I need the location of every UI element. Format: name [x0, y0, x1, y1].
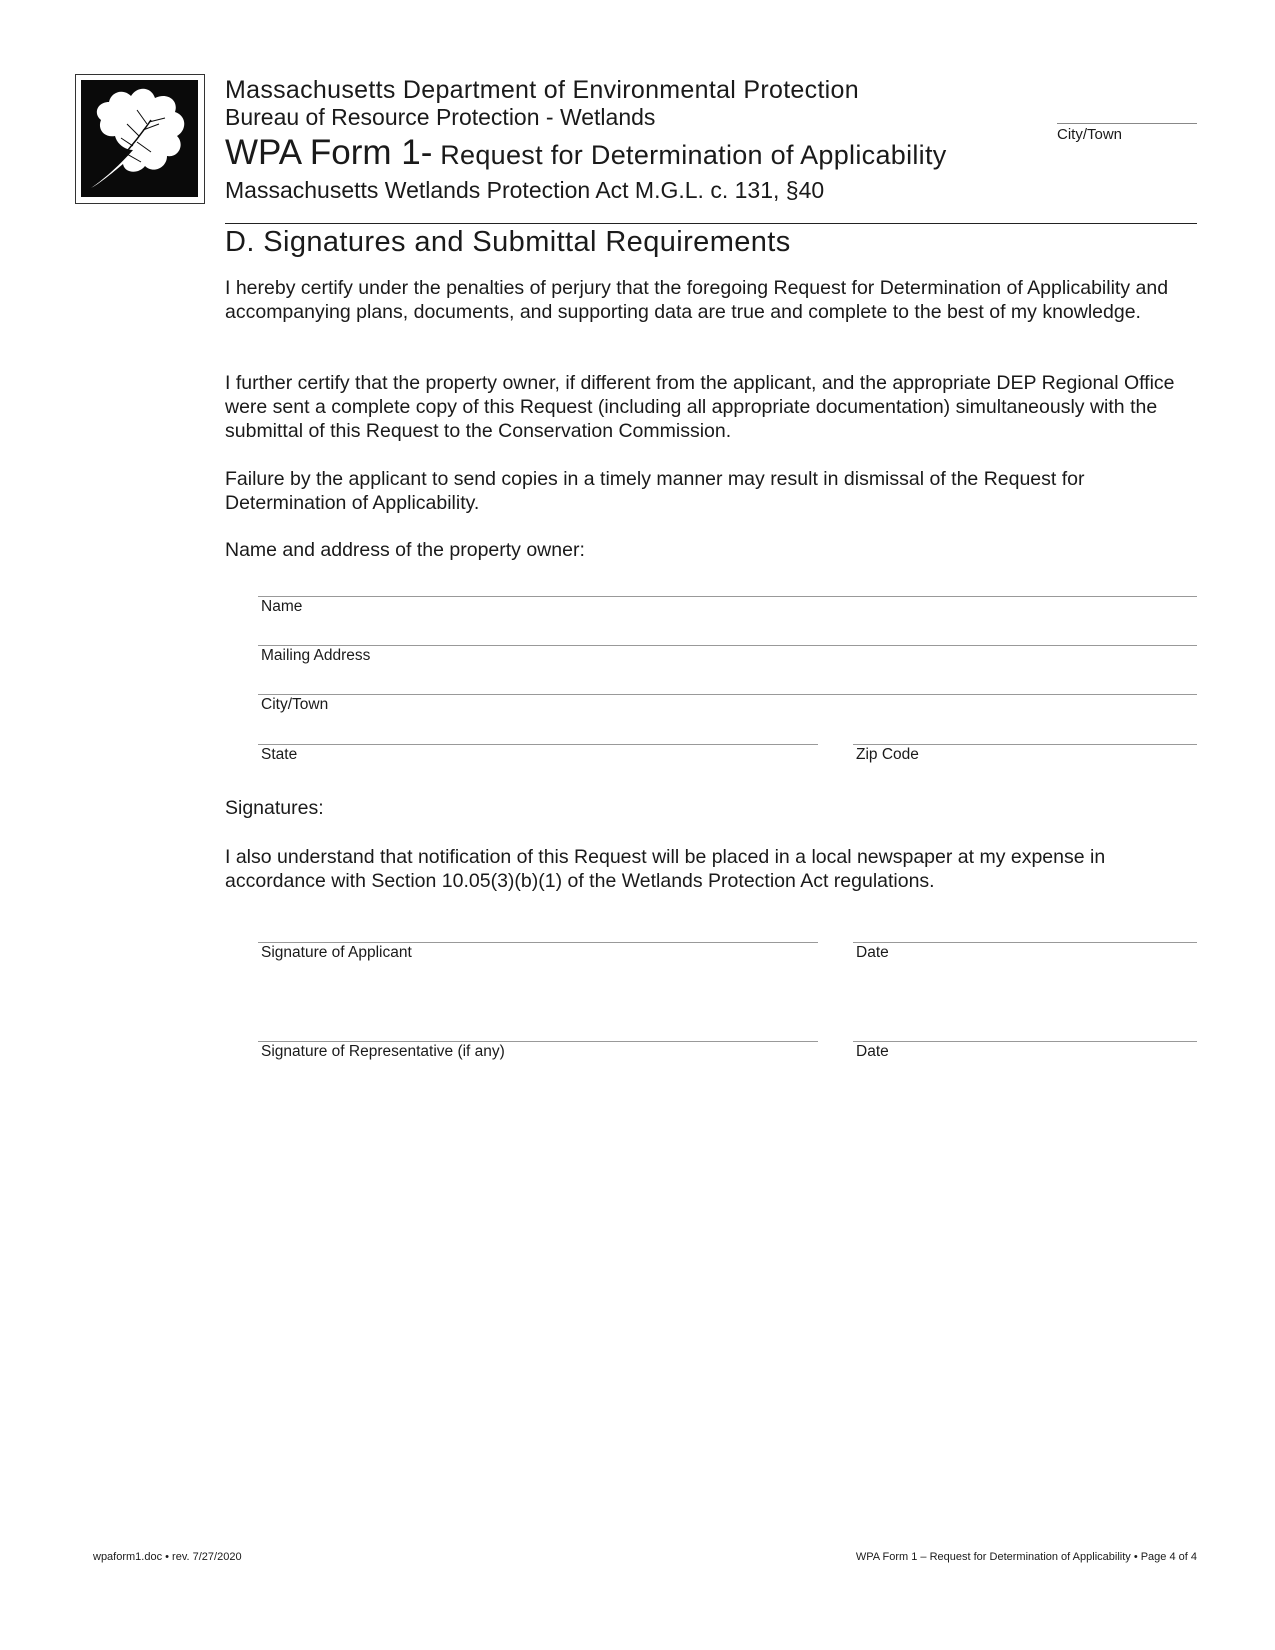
owner-address-label: Mailing Address	[261, 647, 371, 664]
owner-zip-field[interactable]	[853, 744, 1197, 745]
owner-zip-label: Zip Code	[856, 746, 919, 763]
signatures-heading: Signatures:	[225, 797, 324, 819]
owner-state-field[interactable]	[258, 744, 818, 745]
footer-doc-info: wpaform1.doc • rev. 7/27/2020	[93, 1551, 242, 1563]
applicant-date-field[interactable]	[853, 942, 1197, 943]
owner-city-field[interactable]	[258, 694, 1197, 695]
further-certification-paragraph: I further certify that the property owner, if different from the applicant, and the appropriate DEP Regional Office were sent a complete copy of this Request (including all appropriate documentation) simultaneously with the submittal of this Request to the Conservation Commission.	[225, 372, 1175, 442]
city-town-field[interactable]	[1057, 123, 1197, 124]
owner-name-label: Name	[261, 598, 303, 615]
owner-prompt: Name and address of the property owner:	[225, 539, 585, 561]
representative-date-field[interactable]	[853, 1041, 1197, 1042]
owner-address-field[interactable]	[258, 645, 1197, 646]
section-title: D. Signatures and Submittal Requirements	[225, 226, 791, 258]
owner-city-label: City/Town	[261, 696, 329, 713]
form-number: WPA Form 1-	[225, 133, 433, 172]
oak-leaf-icon	[81, 80, 198, 197]
bureau-name: Bureau of Resource Protection - Wetlands	[225, 104, 656, 130]
representative-signature-field[interactable]	[258, 1041, 818, 1042]
footer-page-info: WPA Form 1 – Request for Determination of Applicability • Page 4 of 4	[855, 1551, 1197, 1563]
applicant-date-label: Date	[856, 944, 889, 961]
failure-notice-paragraph: Failure by the applicant to send copies in a timely manner may result in dismissal of the Request for Determination of Applicability.	[225, 468, 1085, 514]
newspaper-notice: I also understand that notification of this Request will be placed in a local newspaper at my expense in accordance with Section 10.05(3)(b)(1) of the Wetlands Protection Act regulations.	[225, 846, 1106, 892]
act-citation: Massachusetts Wetlands Protection Act M.G.L. c. 131, §40	[225, 177, 825, 203]
representative-signature-label: Signature of Representative (if any)	[261, 1043, 505, 1060]
applicant-signature-field[interactable]	[258, 942, 818, 943]
owner-name-field[interactable]	[258, 596, 1197, 597]
header-divider	[225, 223, 1197, 224]
agency-name: Massachusetts Department of Environmental Protection	[225, 76, 859, 104]
applicant-signature-label: Signature of Applicant	[261, 944, 412, 961]
form-subtitle: Request for Determination of Applicability	[432, 140, 947, 170]
dep-logo	[75, 74, 205, 204]
certification-paragraph: I hereby certify under the penalties of perjury that the foregoing Request for Determination of Applicability and accompanying plans, documents, and supporting data are true and complete to the best of my knowledge.	[225, 277, 1169, 323]
representative-date-label: Date	[856, 1043, 889, 1060]
owner-state-label: State	[261, 746, 298, 763]
form-title	[225, 133, 947, 173]
city-town-label: City/Town	[1057, 126, 1123, 143]
